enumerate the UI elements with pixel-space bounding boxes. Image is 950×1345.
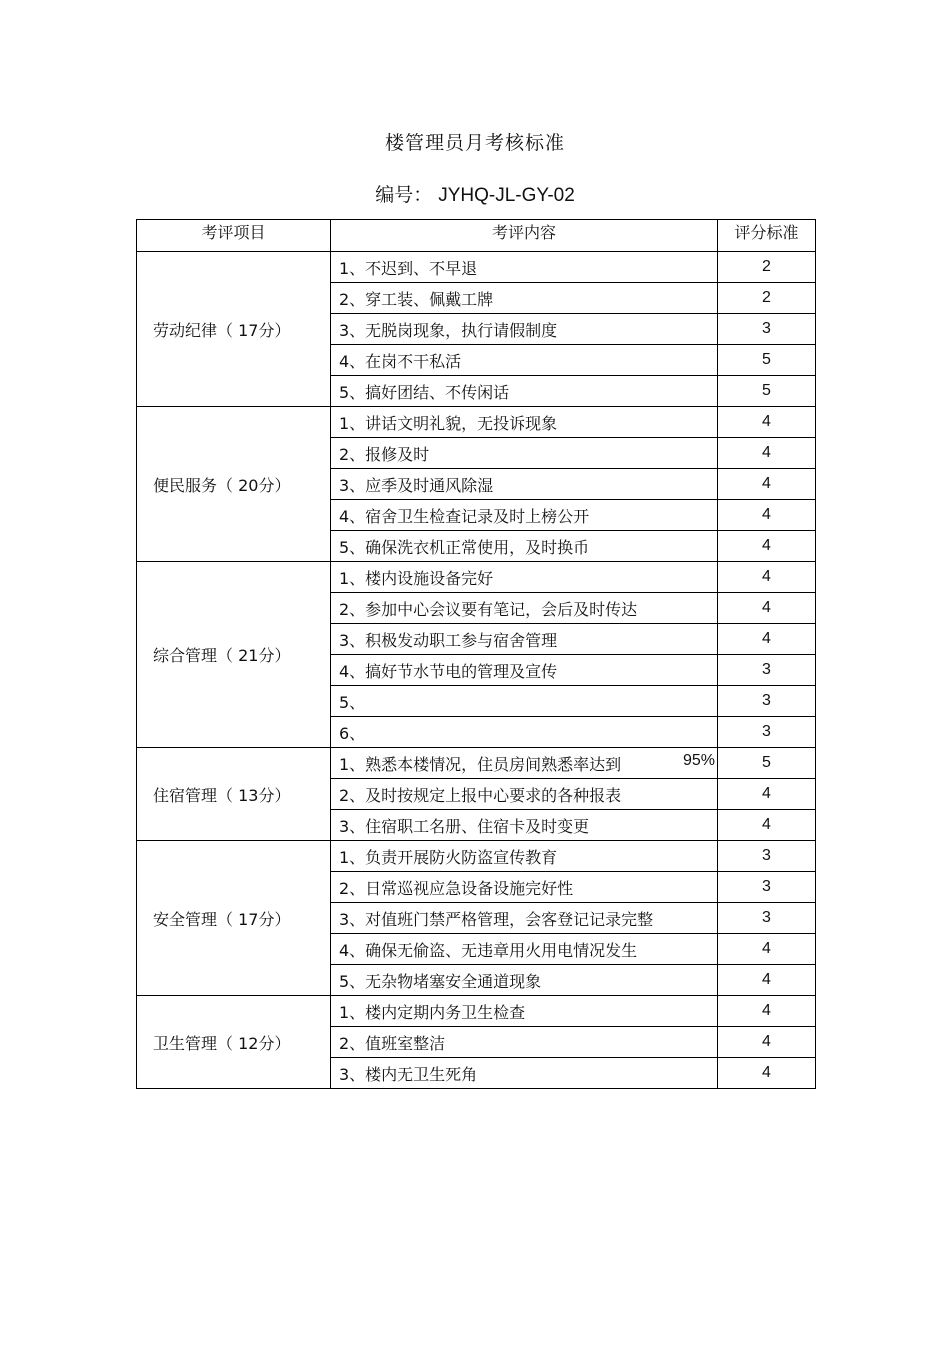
category-cell: 卫生管理（ 12分） [137, 996, 331, 1089]
category-cell: 便民服务（ 20分） [137, 407, 331, 562]
content-text: 5、搞好团结、不传闲话 [339, 382, 510, 402]
score-cell: 3 [718, 903, 816, 934]
table-header-row [137, 220, 816, 252]
score-cell: 4 [718, 779, 816, 810]
content-cell [331, 624, 718, 655]
content-cell [331, 593, 718, 624]
content-text: 4、在岗不干私活 [339, 351, 462, 371]
content-cell [331, 686, 718, 717]
content-text: 5、 [339, 692, 366, 712]
score-cell: 4 [718, 438, 816, 469]
score-cell: 4 [718, 531, 816, 562]
score-cell: 3 [718, 686, 816, 717]
content-text: 5、确保洗衣机正常使用，及时换币 [339, 537, 590, 557]
content-cell [331, 779, 718, 810]
category-cell: 劳动纪律（ 17分） [137, 252, 331, 407]
content-cell [331, 748, 718, 779]
content-text: 2、参加中心会议要有笔记，会后及时传达 [339, 599, 638, 619]
content-cell [331, 562, 718, 593]
content-text: 4、确保无偷盗、无违章用火用电情况发生 [339, 940, 638, 960]
category-cell: 住宿管理（ 13分） [137, 748, 331, 841]
score-cell: 3 [718, 655, 816, 686]
content-text: 1、讲话文明礼貌，无投诉现象 [339, 413, 558, 433]
content-cell [331, 841, 718, 872]
content-text: 3、对值班门禁严格管理，会客登记记录完整 [339, 909, 654, 929]
content-text: 1、不迟到、不早退 [339, 258, 478, 278]
content-text: 3、住宿职工名册、住宿卡及时变更 [339, 816, 590, 836]
content-text: 3、无脱岗现象，执行请假制度 [339, 320, 558, 340]
table-row [137, 996, 816, 1027]
score-cell: 4 [718, 996, 816, 1027]
content-cell [331, 407, 718, 438]
content-cell [331, 934, 718, 965]
content-cell [331, 717, 718, 748]
category-cell: 综合管理（ 21分） [137, 562, 331, 748]
score-cell: 3 [718, 717, 816, 748]
code-label: 编号： [375, 184, 433, 206]
content-cell [331, 531, 718, 562]
content-cell [331, 469, 718, 500]
content-text: 2、及时按规定上报中心要求的各种报表 [339, 785, 622, 805]
score-cell: 4 [718, 593, 816, 624]
content-text: 2、报修及时 [339, 444, 430, 464]
content-text: 5、无杂物堵塞安全通道现象 [339, 971, 542, 991]
code-value: JYHQ-JL-GY-02 [438, 185, 575, 206]
content-cell [331, 1058, 718, 1089]
content-text: 2、日常巡视应急设备设施完好性 [339, 878, 574, 898]
content-suffix: 95% [682, 751, 715, 769]
content-text: 4、宿舍卫生检查记录及时上榜公开 [339, 506, 590, 526]
score-cell: 4 [718, 624, 816, 655]
score-cell: 3 [718, 841, 816, 872]
content-cell [331, 810, 718, 841]
document-code [0, 180, 950, 207]
score-cell: 4 [718, 469, 816, 500]
content-text: 3、应季及时通风除湿 [339, 475, 494, 495]
content-cell [331, 996, 718, 1027]
score-cell: 5 [718, 376, 816, 407]
content-cell [331, 872, 718, 903]
content-text: 4、搞好节水节电的管理及宣传 [339, 661, 558, 681]
content-cell [331, 438, 718, 469]
header-score: 评分标准 [718, 220, 816, 252]
content-cell [331, 314, 718, 345]
table-row [137, 252, 816, 283]
category-cell: 安全管理（ 17分） [137, 841, 331, 996]
score-cell: 4 [718, 810, 816, 841]
score-cell: 5 [718, 748, 816, 779]
score-cell: 2 [718, 283, 816, 314]
content-cell [331, 1027, 718, 1058]
content-cell [331, 345, 718, 376]
content-cell [331, 965, 718, 996]
score-cell: 3 [718, 872, 816, 903]
header-content: 考评内容 [331, 220, 718, 252]
score-cell: 4 [718, 1027, 816, 1058]
score-cell: 5 [718, 345, 816, 376]
header-category: 考评项目 [137, 220, 331, 252]
table-row [137, 407, 816, 438]
score-cell: 4 [718, 500, 816, 531]
content-text: 6、 [339, 723, 366, 743]
score-cell: 2 [718, 252, 816, 283]
content-text: 3、积极发动职工参与宿舍管理 [339, 630, 558, 650]
assessment-table [136, 219, 816, 1089]
content-text: 3、楼内无卫生死角 [339, 1064, 478, 1084]
score-cell: 4 [718, 934, 816, 965]
content-text: 1、负责开展防火防盗宣传教育 [339, 847, 558, 867]
content-text: 1、楼内设施设备完好 [339, 568, 494, 588]
content-cell [331, 655, 718, 686]
content-text: 1、熟悉本楼情况，住员房间熟悉率达到 [339, 754, 622, 774]
content-cell [331, 252, 718, 283]
table-row [137, 748, 816, 779]
score-cell: 4 [718, 407, 816, 438]
content-text: 2、穿工装、佩戴工牌 [339, 289, 494, 309]
table-body [137, 252, 816, 1089]
table-row [137, 841, 816, 872]
score-cell: 3 [718, 314, 816, 345]
content-cell [331, 903, 718, 934]
score-cell: 4 [718, 965, 816, 996]
content-cell [331, 283, 718, 314]
score-cell: 4 [718, 1058, 816, 1089]
content-cell [331, 500, 718, 531]
score-cell: 4 [718, 562, 816, 593]
content-text: 2、值班室整洁 [339, 1033, 446, 1053]
table-row [137, 562, 816, 593]
content-text: 1、楼内定期内务卫生检查 [339, 1002, 526, 1022]
content-cell [331, 376, 718, 407]
document-title: 楼管理员月考核标准 [384, 132, 565, 154]
